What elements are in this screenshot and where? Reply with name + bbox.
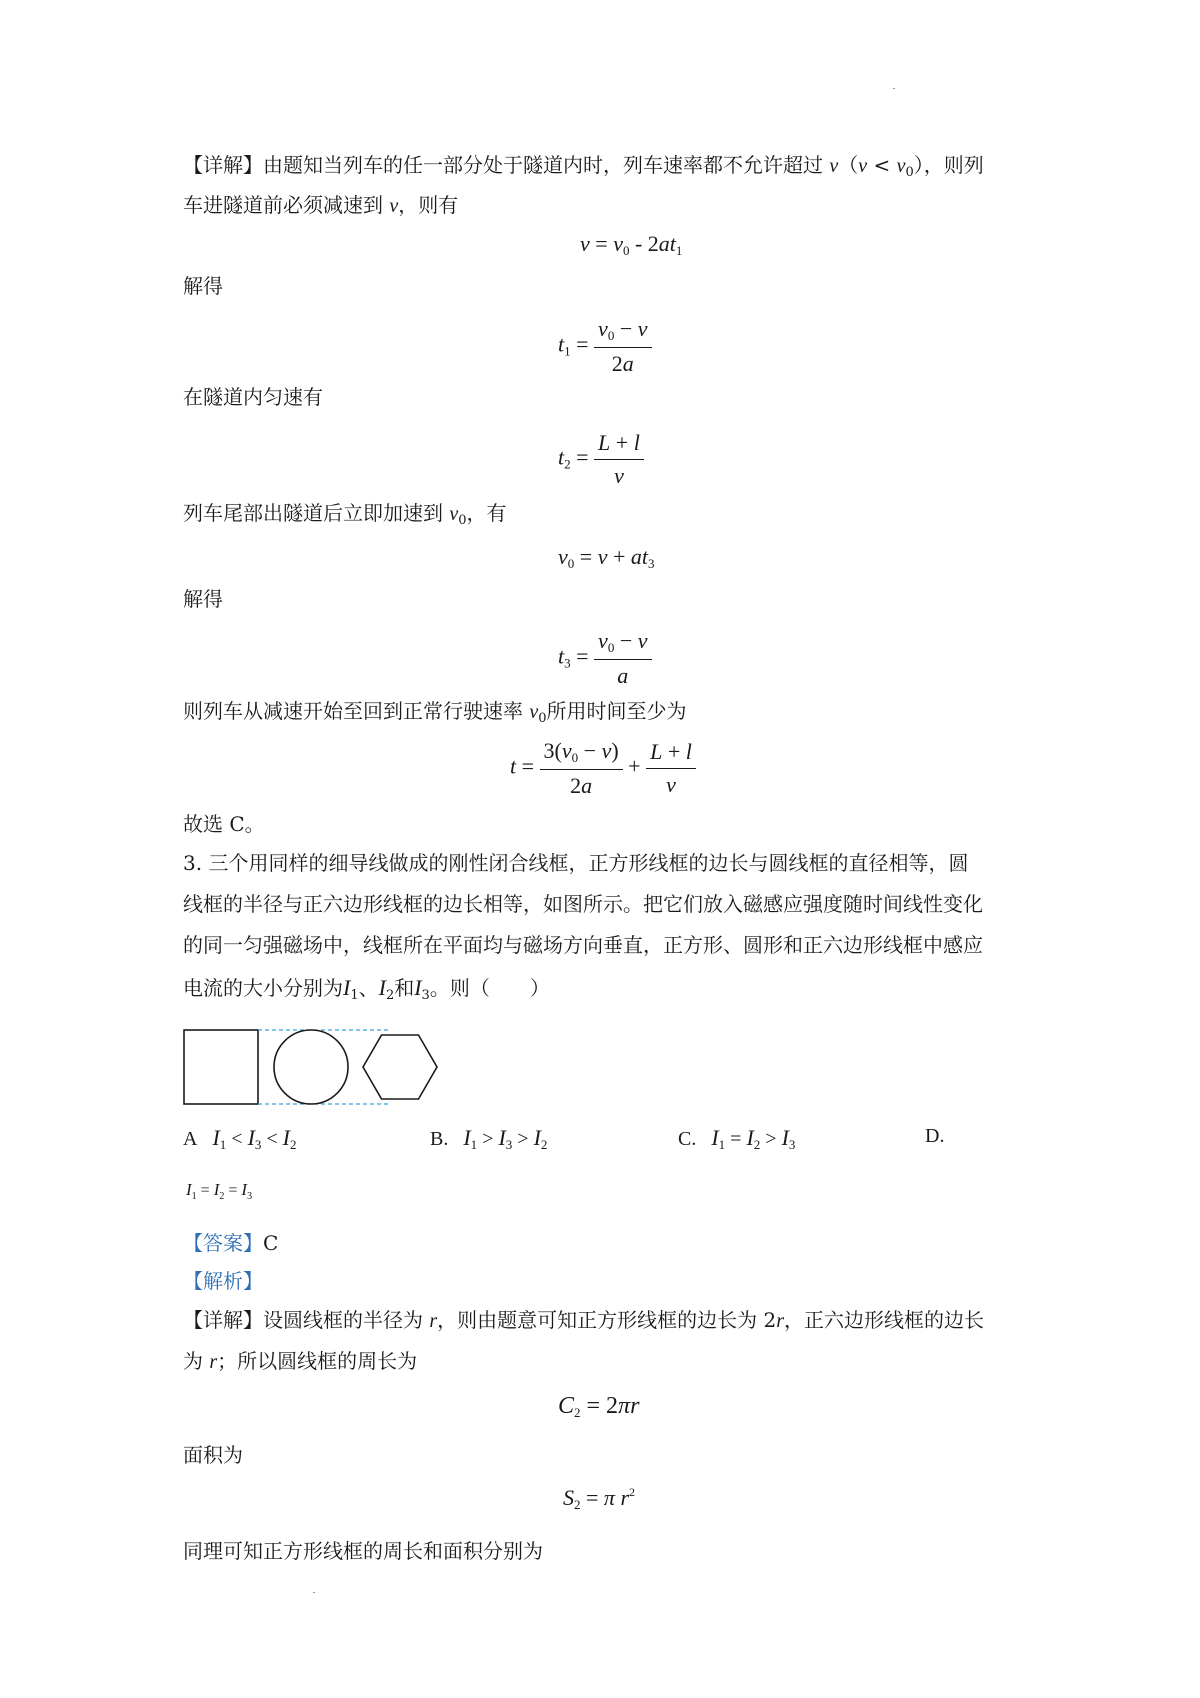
zeliecha-text: 则列车从减速开始至回到正常行驶速率 $v_0$所用时间至少为 [183, 699, 687, 726]
answer-line [183, 1225, 278, 1261]
option-c[interactable]: C. $I_1 = I_2 > I_3$ [678, 1125, 796, 1152]
detail2-line2: 为 r；所以圆线框的周长为 [183, 1349, 418, 1373]
jiede-2: 解得 [183, 587, 223, 611]
equation-c2: $C_2 = 2\pi r$ [558, 1393, 640, 1420]
equation-t-total: t = $\frac{3(v_0 - v)}{2a}$ + $\frac{L + l}{v}$ [510, 738, 696, 799]
option-a[interactable]: A $I_1 < I_3 < I_2$ [183, 1125, 297, 1152]
equation-t1: $t_1$ = $\frac{v_0 - v}{2a}$ [558, 316, 652, 377]
guxuan-text: 故选 C。 [183, 812, 265, 836]
analysis-line [183, 1263, 263, 1299]
square-loop [184, 1030, 258, 1104]
detail1-line2: 车进隧道前必须减速到 v，则有 [183, 193, 459, 217]
loops-figure [180, 1020, 440, 1120]
hexagon-loop [363, 1035, 437, 1099]
question3-line3: 的同一匀强磁场中，线框所在平面均与磁场方向垂直，正方形、圆形和正六边形线框中感应 [183, 933, 983, 957]
detail2-line1: 【详解】设圆线框的半径为 r，则由题意可知正方形线框的边长为 2r，正六边形线框的边长 [183, 1308, 985, 1332]
question-number: 3. [183, 851, 203, 875]
mianji-text: 面积为 [183, 1443, 243, 1467]
equation-v0: $v_0 = v + at_3$ [558, 544, 655, 571]
scan-dot [893, 88, 895, 89]
detail1-line1: 【详解】由题知当列车的任一部分处于隧道内时，列车速率都不允许超过 $v(v < v_0)$，则列 [183, 153, 984, 180]
scan-dot [313, 1592, 315, 1593]
analysis-tag: 【解析】 [183, 1269, 263, 1293]
question3-line1: 3. 三个用同样的细导线做成的刚性闭合线框，正方形线框的边长与圆线框的直径相等，圆 [183, 851, 969, 875]
answer-value: C [263, 1231, 279, 1255]
question3-line2: 线框的半径与正六边形线框的边长相等，如图所示。把它们放入磁感应强度随时间线性变化 [183, 892, 983, 916]
equation-s2: $S_2 = \pi$ $r^2$ [563, 1485, 636, 1512]
equation-v: $v = v_0 - 2at_1$ [580, 231, 683, 258]
detail-tag: 【详解】 [183, 1308, 263, 1332]
option-d-content: $I_1 = I_2 = I_3$ [186, 1180, 253, 1202]
equation-t2: $t_2$ = $\frac{L + l}{v}$ [558, 430, 644, 489]
tongli-text: 同理可知正方形线框的周长和面积分别为 [183, 1539, 543, 1563]
question3-line4: 电流的大小分别为$I_1$、$I_2$和$I_3$。则（ ） [183, 975, 550, 1003]
equation-t3: $t_3$ = $\frac{v_0 - v}{a}$ [558, 628, 652, 689]
option-d[interactable]: D. [925, 1125, 945, 1147]
answer-tag: 【答案】 [183, 1231, 263, 1255]
suidao-text: 在隧道内匀速有 [183, 385, 323, 409]
weibu-text: 列车尾部出隧道后立即加速到 $v_0$，有 [183, 501, 507, 528]
jiede-1: 解得 [183, 274, 223, 298]
circle-loop [274, 1030, 348, 1104]
detail-tag: 【详解】 [183, 153, 263, 177]
option-b[interactable]: B. $I_1 > I_3 > I_2$ [430, 1125, 548, 1152]
